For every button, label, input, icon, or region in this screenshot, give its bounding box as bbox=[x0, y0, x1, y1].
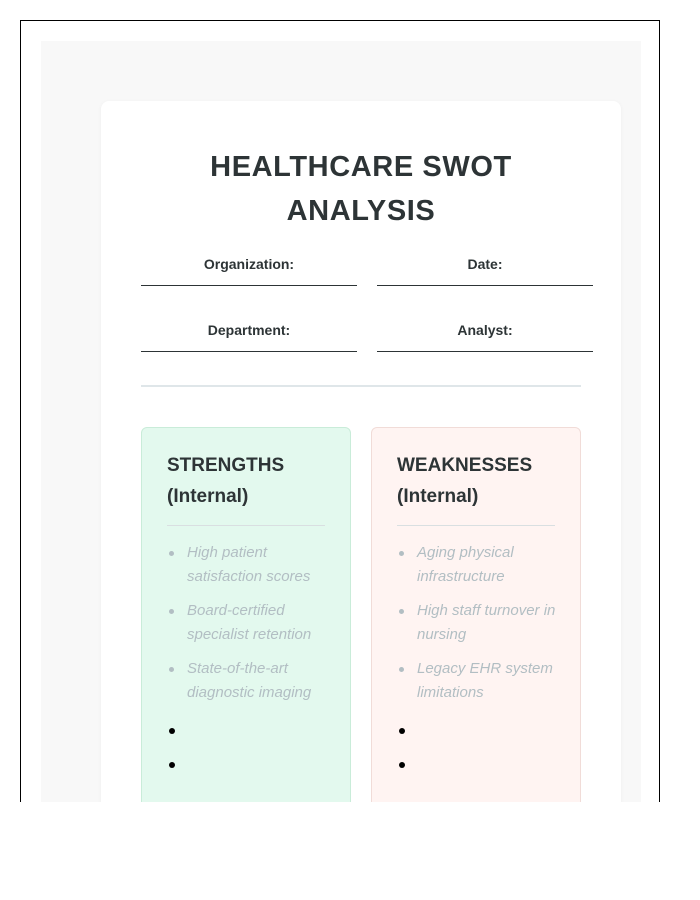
weaknesses-list bbox=[397, 541, 557, 715]
weaknesses-item-text: Aging physical infrastructure bbox=[417, 544, 514, 585]
strengths-title: STRENGTHS bbox=[167, 455, 285, 476]
page-title bbox=[101, 145, 621, 233]
department-field[interactable] bbox=[141, 321, 357, 339]
weaknesses-rule bbox=[397, 525, 555, 526]
strengths-item-text: State-of-the-art diagnostic imaging bbox=[187, 660, 312, 701]
strengths-quadrant bbox=[141, 427, 351, 802]
weaknesses-quadrant bbox=[371, 427, 581, 802]
weaknesses-heading bbox=[397, 450, 557, 512]
empty-bullet-icon[interactable] bbox=[169, 728, 175, 734]
page-background bbox=[41, 41, 641, 802]
weaknesses-subtitle: (Internal) bbox=[397, 486, 479, 507]
page-frame bbox=[20, 20, 660, 802]
department-line[interactable] bbox=[141, 351, 357, 352]
date-label: Date: bbox=[467, 256, 503, 272]
list-item[interactable] bbox=[167, 541, 327, 589]
date-field[interactable] bbox=[377, 255, 593, 273]
strengths-rule bbox=[167, 525, 325, 526]
strengths-subtitle: (Internal) bbox=[167, 486, 249, 507]
weaknesses-title: WEAKNESSES bbox=[397, 455, 533, 476]
title-line-1: HEALTHCARE SWOT bbox=[210, 151, 512, 183]
empty-bullet-icon[interactable] bbox=[399, 762, 405, 768]
analyst-line[interactable] bbox=[377, 351, 593, 352]
header-divider bbox=[141, 385, 581, 387]
list-item[interactable] bbox=[167, 599, 327, 647]
analyst-label: Analyst: bbox=[457, 322, 513, 338]
bullet-icon bbox=[399, 609, 404, 614]
list-item[interactable] bbox=[397, 599, 557, 647]
title-line-2: ANALYSIS bbox=[286, 195, 436, 227]
analyst-field[interactable] bbox=[377, 321, 593, 339]
department-label: Department: bbox=[207, 322, 291, 338]
list-item[interactable] bbox=[397, 541, 557, 589]
empty-bullet-icon[interactable] bbox=[399, 728, 405, 734]
strengths-item-text: Board-certified specialist retention bbox=[187, 602, 312, 643]
organization-label: Organization: bbox=[203, 256, 295, 272]
strengths-heading bbox=[167, 450, 327, 512]
weaknesses-item-text: Legacy EHR system limitations bbox=[417, 660, 553, 701]
strengths-list bbox=[167, 541, 327, 715]
bullet-icon bbox=[169, 609, 174, 614]
weaknesses-item-text: High staff turnover in nursing bbox=[417, 602, 556, 643]
organization-field[interactable] bbox=[141, 255, 357, 273]
list-item[interactable] bbox=[397, 657, 557, 705]
date-line[interactable] bbox=[377, 285, 593, 286]
swot-card bbox=[101, 101, 621, 802]
bullet-icon bbox=[169, 667, 174, 672]
empty-bullet-icon[interactable] bbox=[169, 762, 175, 768]
bullet-icon bbox=[399, 667, 404, 672]
list-item[interactable] bbox=[167, 657, 327, 705]
organization-line[interactable] bbox=[141, 285, 357, 286]
bullet-icon bbox=[399, 551, 404, 556]
bullet-icon bbox=[169, 551, 174, 556]
strengths-item-text: High patient satisfaction scores bbox=[187, 544, 311, 585]
